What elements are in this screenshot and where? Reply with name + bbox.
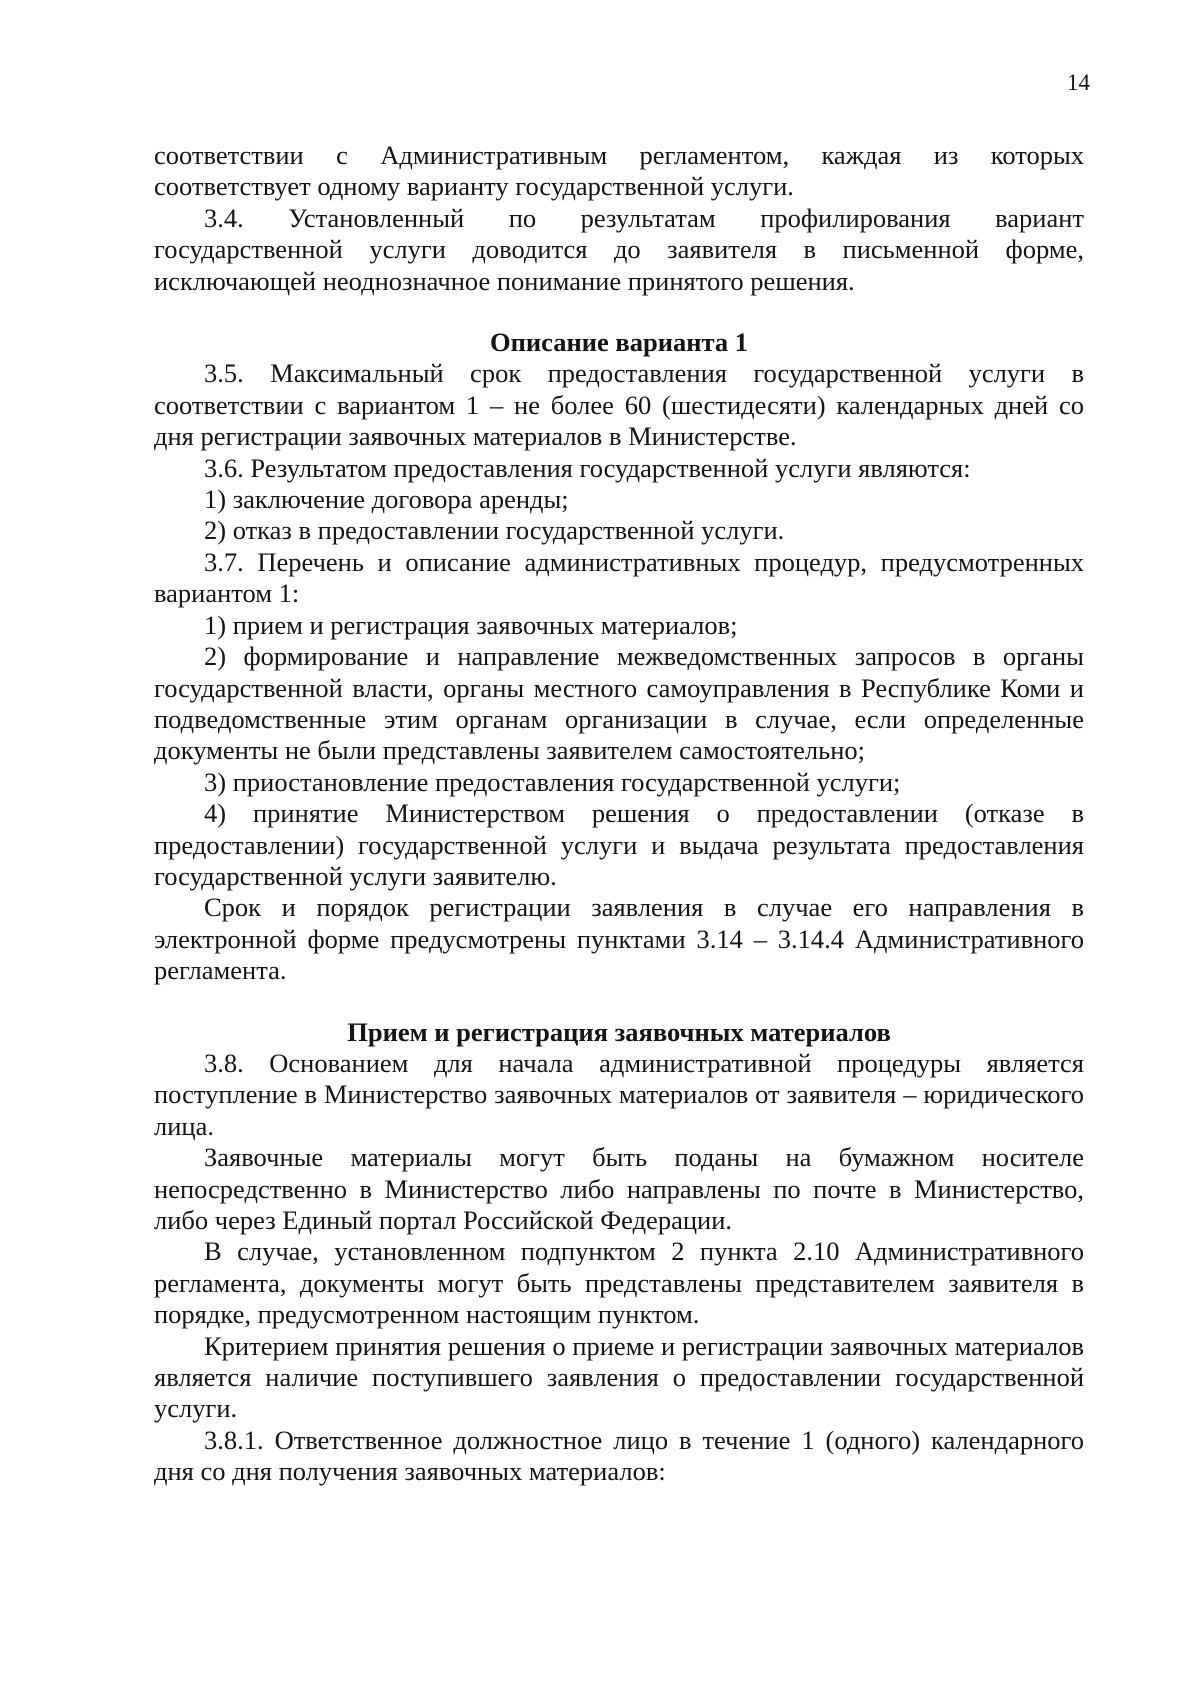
document-body — [154, 140, 1084, 1488]
paragraph-3-5: 3.5. Максимальный срок предоставления государственной услуги в соответствии с вариантом 1 – не более 60 (шестидесяти) календарных дней со дня регистрации заявочных материалов в Министерстве. — [154, 358, 1084, 452]
section-heading-reception: Прием и регистрация заявочных материалов — [347, 1016, 891, 1047]
paragraph-criterion: Критерием принятия решения о приеме и регистрации заявочных материалов является наличие поступившего заявления о предоставлении государственной услуги. — [154, 1330, 1084, 1424]
list-item-procedure-4: 4) принятие Министерством решения о предоставлении (отказе в предоставлении) государственной услуги и выдача результата предоставления государственной услуги заявителю. — [154, 798, 1084, 891]
paragraph-representative: В случае, установленном подпунктом 2 пункта 2.10 Административного регламента, документы могут быть представлены представителем заявителя в порядке, предусмотренном настоящим пунктом. — [154, 1236, 1084, 1330]
section-heading-variant-1: Описание варианта 1 — [490, 327, 748, 358]
paragraph-continuation: соответствии с Административным регламентом, каждая из которых соответствует одному варианту государственной услуги. — [154, 140, 1084, 202]
list-item-result-2: 2) отказ в предоставлении государственной услуги. — [204, 515, 785, 546]
paragraph-3-7: 3.7. Перечень и описание административных процедур, предусмотренных вариантом 1: — [154, 546, 1084, 609]
paragraph-registration-term: Срок и порядок регистрации заявления в случае его направления в электронной форме предусмотрены пунктами 3.14 – 3.14.4 Административного регламента. — [154, 892, 1084, 986]
paragraph-3-8: 3.8. Основанием для начала административной процедуры является поступление в Министерство заявочных материалов от заявителя – юридического лица. — [154, 1047, 1084, 1141]
list-item-procedure-1: 1) прием и регистрация заявочных материалов; — [204, 609, 738, 640]
paragraph-3-4: 3.4. Установленный по результатам профилирования вариант государственной услуги доводится до заявителя в письменной форме, исключающей неоднозначное понимание принятого решения. — [154, 202, 1084, 296]
paragraph-submission-methods: Заявочные материалы могут быть поданы на бумажном носителе непосредственно в Министерство либо направлены по почте в Министерство, либо через Единый портал Российской Федерации. — [154, 1142, 1084, 1235]
paragraph-3-6: 3.6. Результатом предоставления государственной услуги являются: — [204, 452, 971, 483]
list-item-procedure-2: 2) формирование и направление межведомственных запросов в органы государственной власти, органы местного самоуправления в Республике Коми и подведомственные этим органам организации в случае, если определенные документы не были представлены заявителем самостоятельно; — [154, 641, 1084, 766]
page-number: 14 — [1067, 70, 1090, 95]
list-item-result-1: 1) заключение договора аренды; — [204, 484, 569, 515]
list-item-procedure-3: 3) приостановление предоставления государственной услуги; — [204, 766, 901, 797]
paragraph-3-8-1: 3.8.1. Ответственное должностное лицо в течение 1 (одного) календарного дня со дня получения заявочных материалов: — [154, 1424, 1084, 1487]
